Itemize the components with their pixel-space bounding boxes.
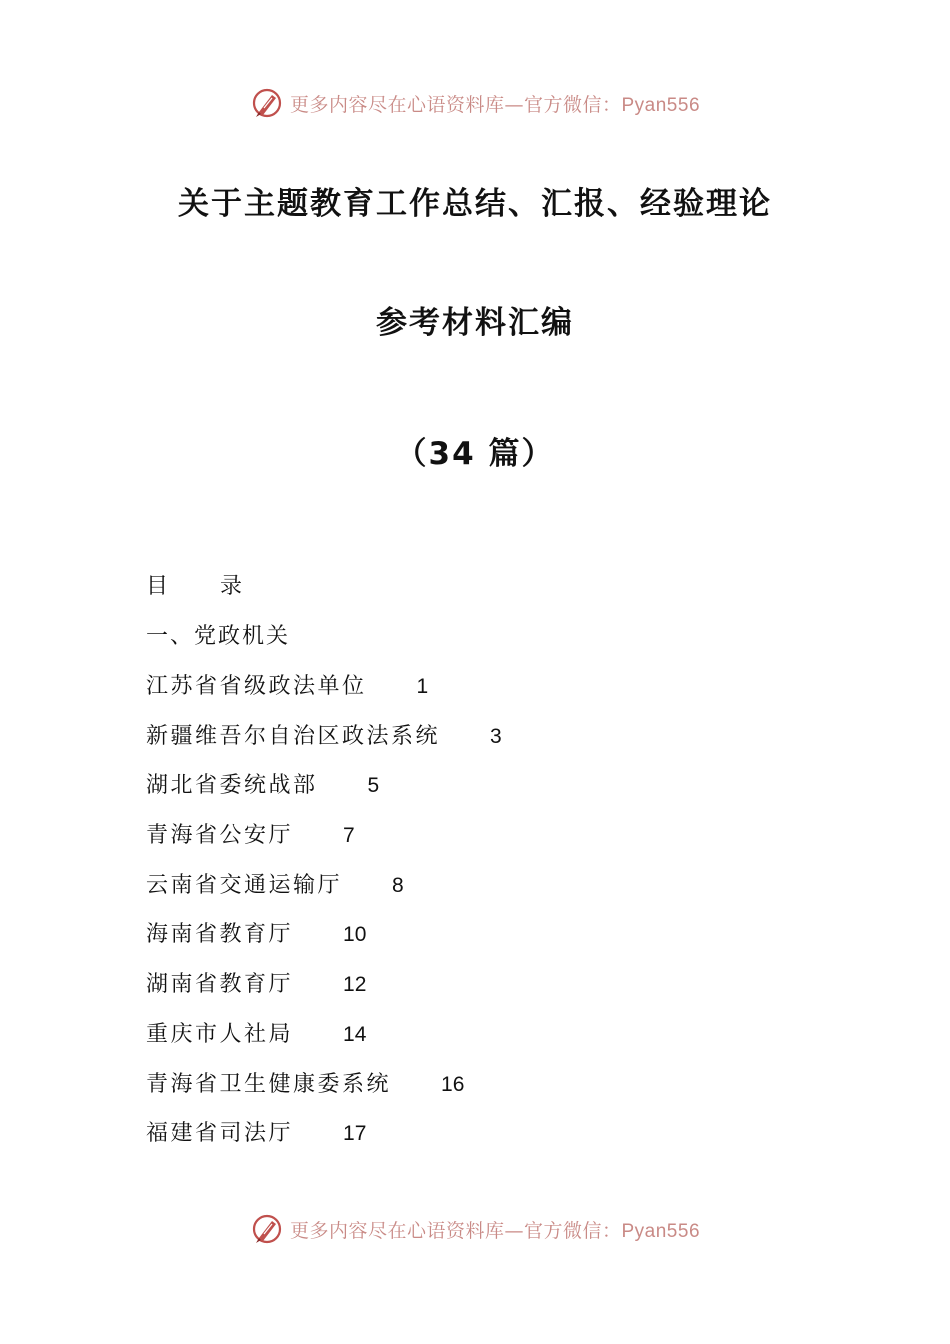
toc-entry[interactable] bbox=[146, 670, 846, 720]
toc-entry[interactable] bbox=[146, 720, 846, 770]
toc-entry-label: 青海省卫生健康委系统 bbox=[146, 1071, 392, 1097]
watermark-text: 更多内容尽在心语资料库—官方微信：Pyan556 bbox=[289, 1219, 701, 1242]
toc-entry-page: 12 bbox=[343, 973, 367, 997]
table-of-contents bbox=[146, 570, 846, 1167]
toc-section-title: 一、党政机关 bbox=[146, 624, 291, 649]
toc-entry[interactable] bbox=[146, 1018, 846, 1068]
footer-watermark bbox=[0, 1212, 950, 1246]
toc-entry-page: 8 bbox=[392, 873, 404, 897]
toc-entry[interactable] bbox=[146, 968, 846, 1018]
toc-entry[interactable] bbox=[146, 918, 846, 968]
toc-entry[interactable] bbox=[146, 869, 846, 919]
document-title-count: （34 篇） bbox=[395, 436, 555, 472]
toc-list bbox=[146, 670, 846, 1167]
toc-entry-label: 湖北省委统战部 bbox=[146, 773, 318, 799]
toc-entry[interactable] bbox=[146, 819, 846, 869]
toc-entry[interactable] bbox=[146, 769, 846, 819]
document-title-line1: 关于主题教育工作总结、汇报、经验理论 bbox=[178, 186, 772, 222]
toc-entry[interactable] bbox=[146, 1117, 846, 1167]
toc-entry-label: 江苏省省级政法单位 bbox=[146, 674, 367, 699]
toc-entry-label: 重庆市人社局 bbox=[146, 1021, 294, 1047]
toc-entry-label: 云南省交通运输厅 bbox=[146, 872, 343, 898]
toc-entry-page: 3 bbox=[490, 724, 502, 748]
toc-entry-label: 青海省公安厅 bbox=[146, 823, 294, 849]
toc-entry-label: 福建省司法厅 bbox=[146, 1121, 294, 1147]
toc-heading: 目 录 bbox=[146, 574, 245, 599]
toc-entry-page: 7 bbox=[343, 824, 355, 848]
document-title-line2: 参考材料汇编 bbox=[376, 305, 574, 341]
toc-entry-label: 海南省教育厅 bbox=[146, 922, 294, 948]
toc-entry-page: 17 bbox=[343, 1122, 367, 1146]
toc-entry-page: 14 bbox=[343, 1022, 367, 1046]
pen-nib-logo-icon bbox=[250, 86, 284, 120]
toc-entry-page: 5 bbox=[367, 774, 380, 798]
toc-entry-page: 10 bbox=[343, 923, 367, 947]
pen-nib-logo-icon bbox=[250, 1212, 284, 1246]
toc-entry[interactable] bbox=[146, 1068, 846, 1118]
toc-entry-page: 16 bbox=[441, 1072, 465, 1096]
toc-entry-page: 1 bbox=[416, 675, 429, 698]
toc-entry-label: 新疆维吾尔自治区政法系统 bbox=[146, 723, 441, 749]
header-watermark bbox=[0, 86, 950, 120]
watermark-text: 更多内容尽在心语资料库—官方微信：Pyan556 bbox=[289, 93, 701, 116]
toc-entry-label: 湖南省教育厅 bbox=[146, 972, 294, 998]
